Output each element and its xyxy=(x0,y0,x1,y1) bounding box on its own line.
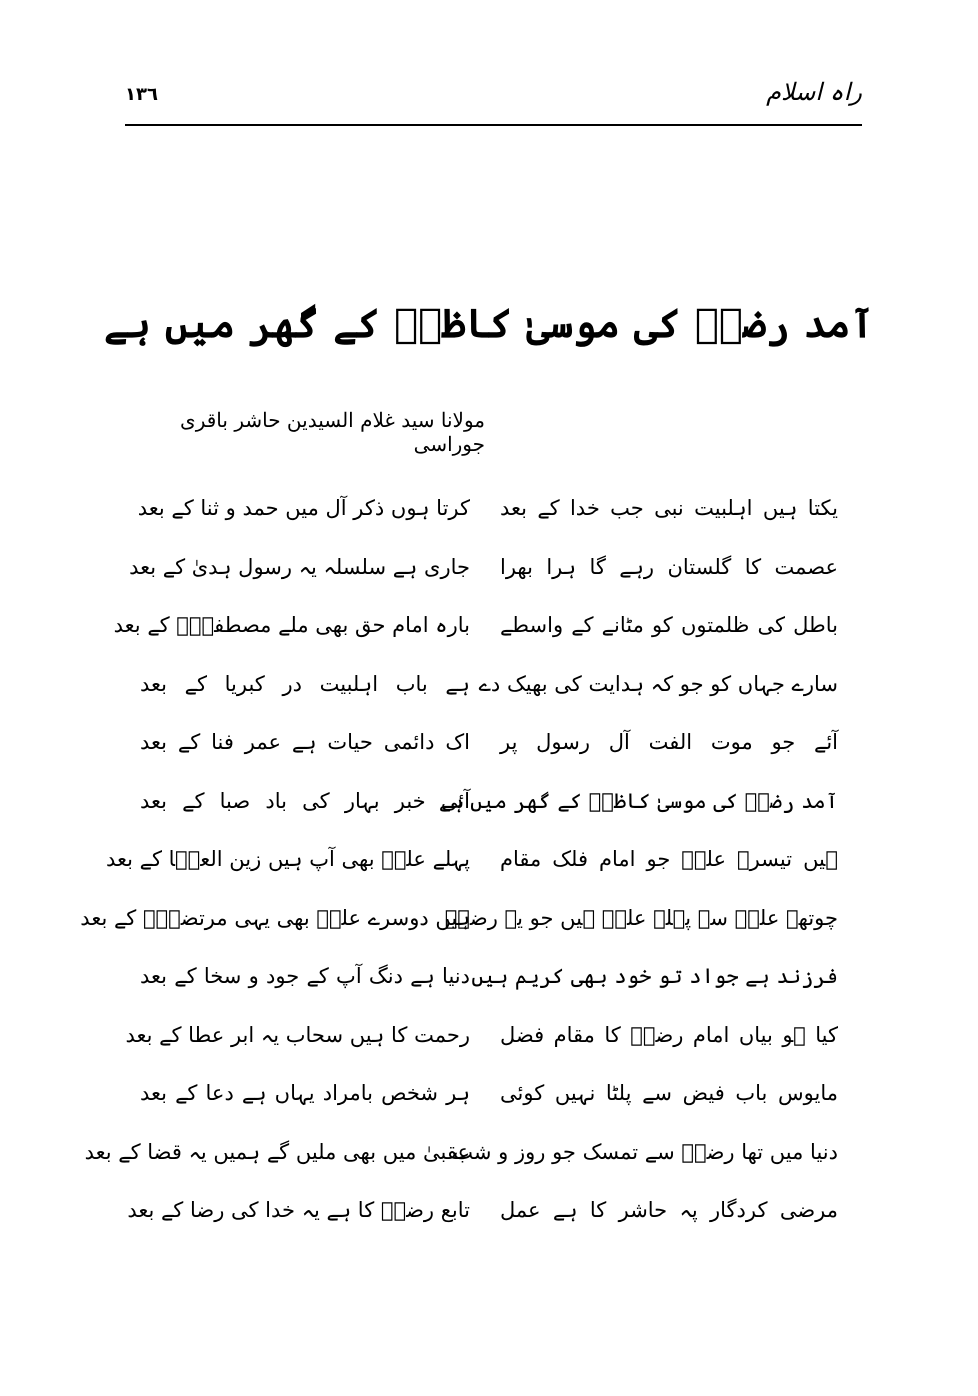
verse-line: ہیں تیسرے علیؑ جو امام فلک مقام xyxy=(500,847,838,871)
running-title: راہ اسلام xyxy=(766,78,862,106)
verse-line: چوتھے علیؑ سے پہلے علیؑ ہیں جو یہ رضاؑ xyxy=(444,905,838,930)
verse-line: اک دائمی حیات ہے عمر فنا کے بعد xyxy=(140,730,470,754)
verse-line: عصمت کا گلستان رہے گا ہرا بھرا xyxy=(500,554,838,579)
verse-line: ہیں دوسرے علیؑ بھی یہی مرتضیٰؑ کے بعد xyxy=(80,905,470,930)
verse-line: آئے جو موت الفت آل رسول پر xyxy=(500,730,838,754)
verse-column-left xyxy=(80,488,470,1249)
verse-line: مرضی کردگار پہ حاشر کا ہے عمل xyxy=(500,1198,838,1222)
verse-line: پہلے علیؑ بھی آپ ہیں زین العبؑا کے بعد xyxy=(106,847,470,871)
poem-author: مولانا سید غلام السیدین حاشر باقری جوراسی xyxy=(180,408,485,456)
verse-line: کیا ہو بیاں امام رضاؑ کا مقام فضل xyxy=(500,1022,838,1047)
verse-line: فرزند ہے جواد تو خود بھی کریم ہیں xyxy=(471,964,838,988)
verse-line: یکتا ہیں اہلبیت نبی جب خدا کے بعد xyxy=(500,496,838,520)
page-header xyxy=(125,78,862,126)
page-number: ١٣٦ xyxy=(125,84,158,105)
verse-line: ہے باب اہلبیت در کبریا کے بعد xyxy=(140,671,470,696)
verse-line: آمد رضاؑ کی موسیٰ کاظمؑ کے گھر میں ہے xyxy=(438,788,838,813)
verse-line: ہر شخص بامراد یہاں ہے دعا کے بعد xyxy=(140,1081,470,1105)
verse-line: جاری ہے سلسلہ یہ رسول ہدیٰ کے بعد xyxy=(129,554,470,579)
verse-line: تابع رضاؑ کا ہے یہ خدا کی رضا کے بعد xyxy=(127,1198,470,1222)
poem-title: آمد رضاؑ کی موسیٰ کاظمؑ کے گھر میں ہے xyxy=(104,300,874,347)
verse-line: آئی خبر بہار کی باد صبا کے بعد xyxy=(140,788,470,813)
verse-line: بارہ امام حق بھی ملے مصطفیٰؐ کے بعد xyxy=(113,613,470,637)
verse-line: کرتا ہوں ذکر آل میں حمد و ثنا کے بعد xyxy=(137,496,470,520)
verse-line: مایوس باب فیض سے پلٹا نہیں کوئی xyxy=(500,1081,838,1105)
verse-line: باطل کی ظلمتوں کو مٹانے کے واسطے xyxy=(500,613,838,637)
verse-column-right xyxy=(438,488,838,1249)
verse-line: دنیا ہے دنگ آپ کے جود و سخا کے بعد xyxy=(140,964,470,988)
verse-line: سارے جہاں کو جو کہ ہدایت کی بھیک دے xyxy=(478,671,838,696)
verse-line: عقبیٰ میں بھی ملیں گے ہمیں یہ قضا کے بعد xyxy=(84,1139,470,1164)
verse-line: دنیا میں تھا رضاؑ سے تمسک جو روز و شب xyxy=(453,1139,838,1164)
verse-line: رحمت کا ہیں سحاب یہ ابر عطا کے بعد xyxy=(125,1022,470,1047)
